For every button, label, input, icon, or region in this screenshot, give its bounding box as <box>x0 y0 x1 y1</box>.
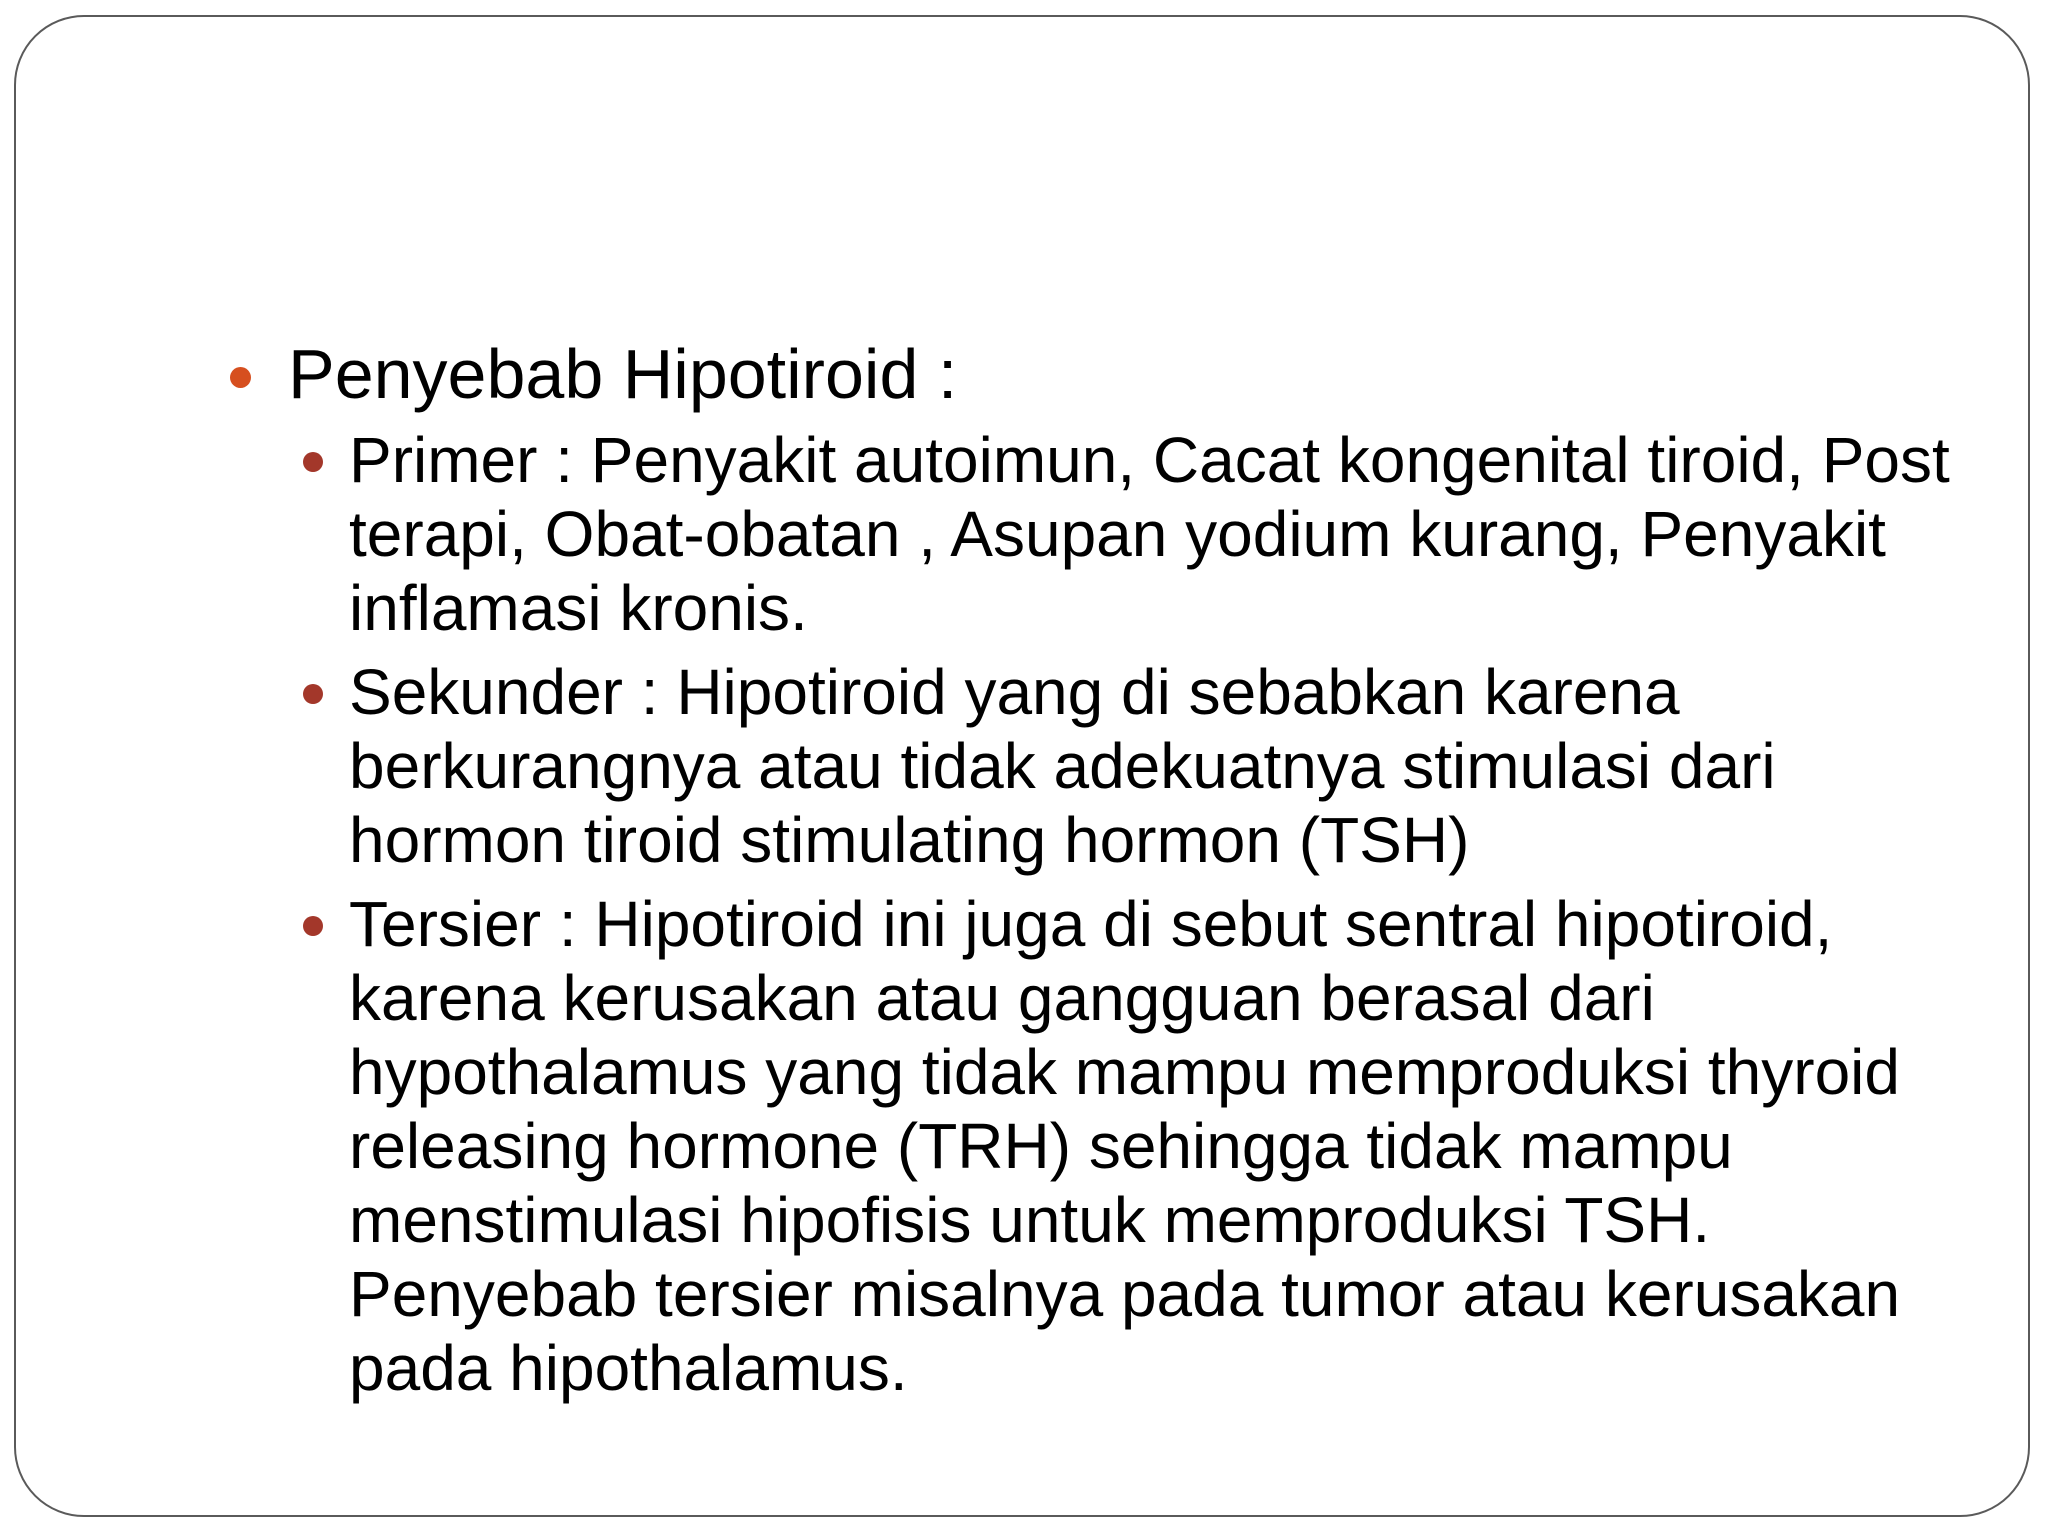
slide-content <box>230 325 1950 1415</box>
bullet-dot-icon <box>303 916 323 936</box>
list-item-sekunder <box>230 655 1950 877</box>
bullet-dot-icon <box>303 684 323 704</box>
list-item-text: Primer : Penyakit autoimun, Cacat kongenital tiroid, Post terapi, Obat-obatan , Asupan yodium kurang, Penyakit inflamasi kronis. <box>349 424 1950 644</box>
list-item-tersier <box>230 887 1950 1405</box>
list-item-text: Sekunder : Hipotiroid yang di sebabkan karena berkurangnya atau tidak adekuatnya stimulasi dari hormon tiroid stimulating hormon (TSH) <box>349 656 1776 876</box>
list-item-primer <box>230 423 1950 645</box>
list-item-text: Tersier : Hipotiroid ini juga di sebut sentral hipotiroid, karena kerusakan atau gangguan berasal dari hypothalamus yang tidak mampu memproduksi thyroid releasing hormone (TRH) sehingga tidak mampu menstimulasi hipofisis untuk memproduksi TSH. Penyebab tersier misalnya pada tumor atau kerusakan pada hipothalamus. <box>349 888 1901 1404</box>
cause-list <box>230 423 1950 1405</box>
bullet-dot-icon <box>230 367 251 388</box>
bullet-heading <box>230 325 1950 423</box>
heading-text: Penyebab Hipotiroid : <box>288 335 958 413</box>
bullet-dot-icon <box>303 452 323 472</box>
